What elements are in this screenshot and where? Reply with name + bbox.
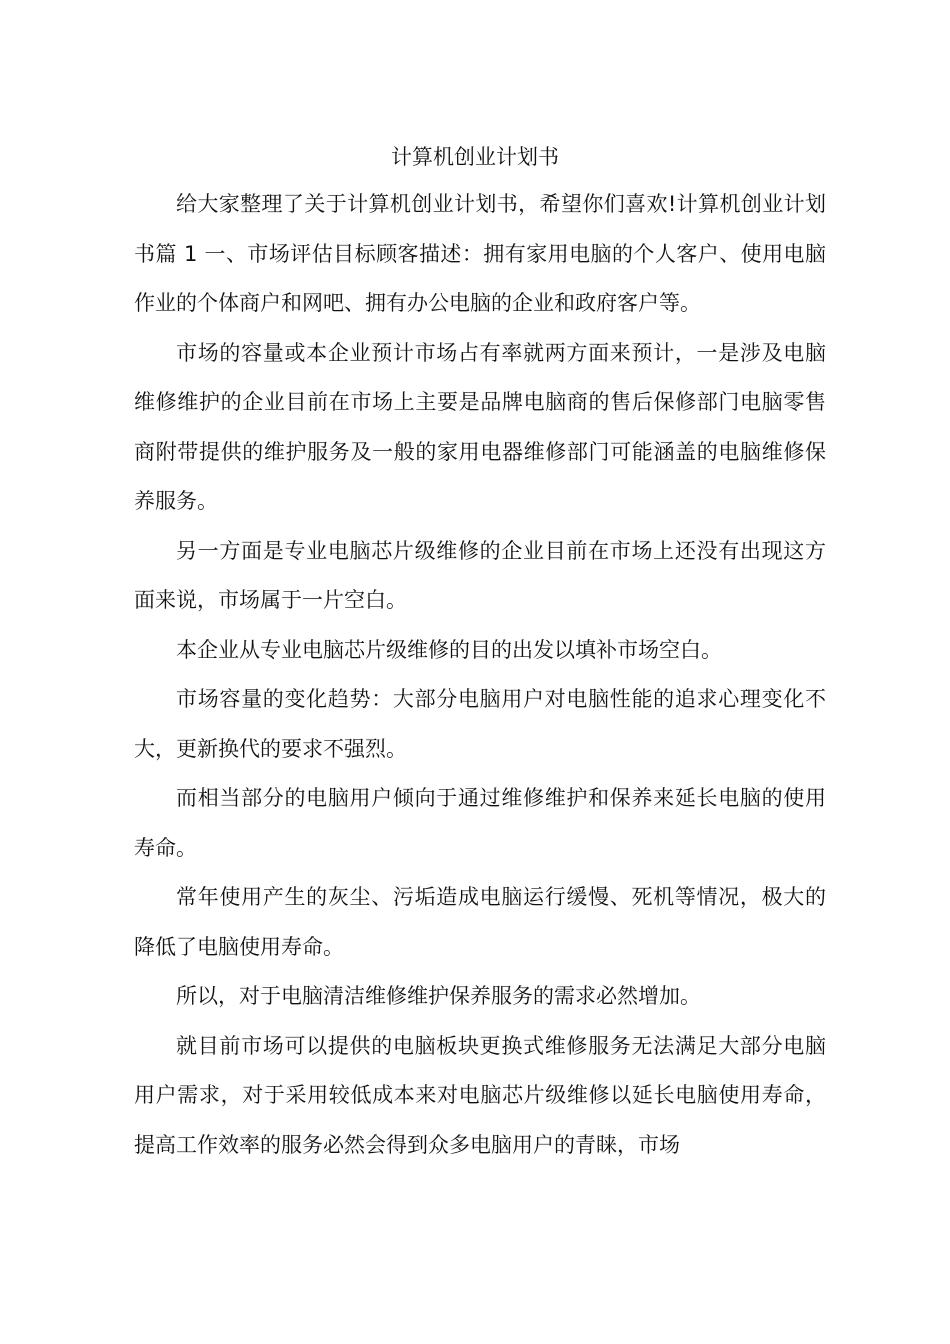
paragraph: 市场容量的变化趋势：大部分电脑用户对电脑性能的追求心理变化不大，更新换代的要求不强烈。 bbox=[134, 687, 826, 761]
document-body bbox=[134, 180, 826, 1170]
paragraph: 就目前市场可以提供的电脑板块更换式维修服务无法满足大部分电脑用户需求，对于采用较低成本来对电脑芯片级维修以延长电脑使用寿命，提高工作效率的服务必然会得到众多电脑用户的青睐，市场 bbox=[134, 1033, 826, 1157]
paragraph: 所以，对于电脑清洁维修维护保养服务的需求必然增加。 bbox=[176, 984, 701, 1008]
paragraph: 另一方面是专业电脑芯片级维修的企业目前在市场上还没有出现这方面来说，市场属于一片空白。 bbox=[134, 538, 826, 612]
paragraph: 而相当部分的电脑用户倾向于通过维修维护和保养来延长电脑的使用寿命。 bbox=[134, 786, 826, 860]
paragraph: 给大家整理了关于计算机创业计划书，希望你们喜欢!计算机创业计划书篇 1 一、市场评估目标顾客描述：拥有家用电脑的个人客户、使用电脑作业的个体商户和网吧、拥有办公电脑的企业和政府客户等。 bbox=[134, 192, 826, 315]
paragraph: 本企业从专业电脑芯片级维修的目的出发以填补市场空白。 bbox=[176, 637, 722, 662]
paragraph: 常年使用产生的灰尘、污垢造成电脑运行缓慢、死机等情况，极大的降低了电脑使用寿命。 bbox=[134, 885, 826, 959]
paragraph: 市场的容量或本企业预计市场占有率就两方面来预计，一是涉及电脑维修维护的企业目前在市场上主要是品牌电脑商的售后保修部门电脑零售商附带提供的维护服务及一般的家用电器维修部门可能涵盖的电脑维修保养服务。 bbox=[134, 340, 826, 513]
document-title: 计算机创业计划书 bbox=[391, 145, 559, 169]
